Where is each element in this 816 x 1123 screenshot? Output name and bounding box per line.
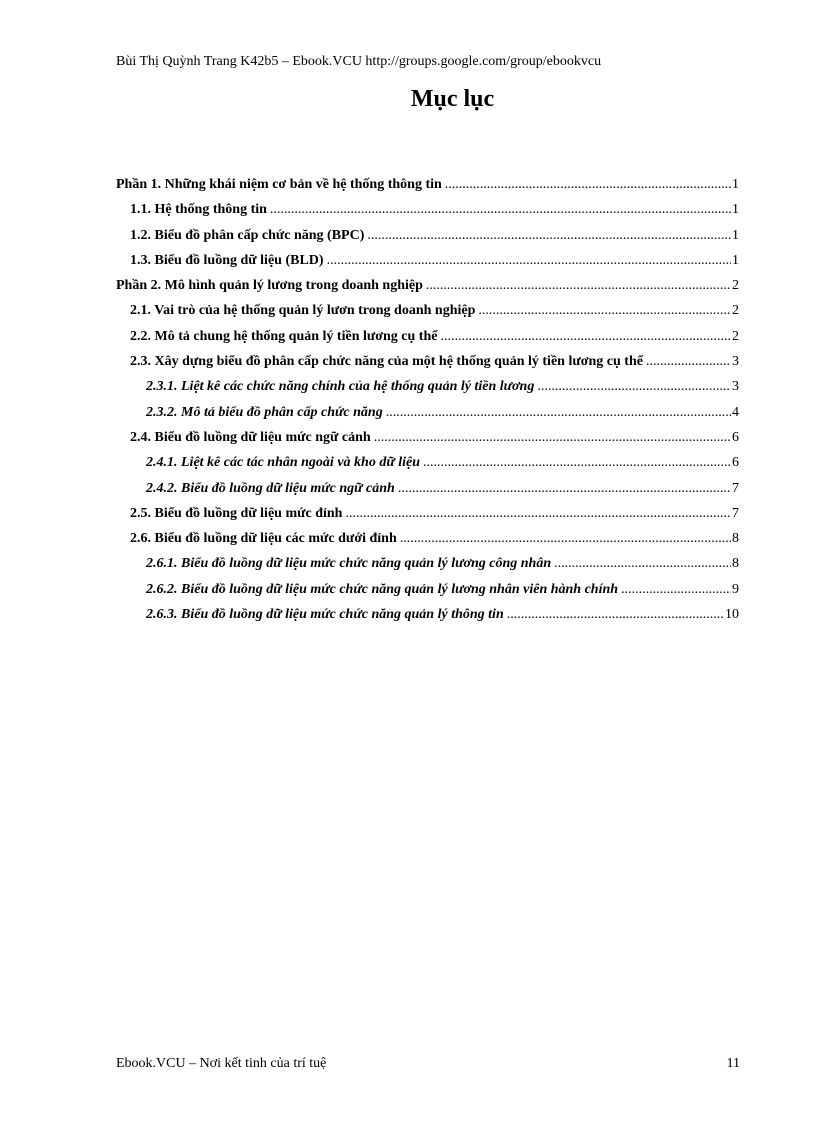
toc-leader-dots	[445, 177, 731, 193]
toc-entry[interactable]	[116, 379, 739, 404]
toc-leader-dots	[478, 303, 731, 319]
toc-entry-title: 2.1. Vai trò của hệ thống quản lý lươn trong doanh nghiệp	[130, 303, 476, 319]
toc-leader-dots	[440, 329, 731, 345]
toc-leader-dots	[367, 228, 731, 244]
toc-entry-page: 2	[732, 328, 739, 344]
table-of-contents	[116, 177, 739, 632]
toc-entry-page: 3	[732, 354, 739, 370]
page-header: Bùi Thị Quỳnh Trang K42b5 – Ebook.VCU http://groups.google.com/group/ebookvcu	[116, 54, 602, 69]
page-title: Mục lục	[410, 86, 495, 112]
toc-entry[interactable]	[116, 405, 739, 430]
toc-leader-dots	[327, 253, 731, 269]
toc-entry-page: 4	[732, 404, 739, 420]
toc-entry-title: Phần 1. Những khái niệm cơ bản về hệ thống thông tin	[116, 177, 442, 192]
toc-entry-title: 2.6. Biểu đồ luồng dữ liệu các mức dưới đỉnh	[130, 531, 397, 547]
toc-entry-page: 7	[732, 480, 739, 496]
toc-entry[interactable]	[116, 455, 739, 480]
toc-entry-page: 6	[732, 455, 739, 471]
toc-entry-title: 2.6.1. Biểu đồ luồng dữ liệu mức chức năng quản lý lương công nhân	[146, 556, 552, 572]
toc-leader-dots	[554, 556, 731, 572]
toc-entry-title: 1.3. Biểu đồ luồng dữ liệu (BLD)	[130, 252, 324, 268]
toc-leader-dots	[270, 202, 731, 218]
toc-leader-dots	[423, 455, 731, 471]
toc-entry-page: 7	[732, 505, 739, 521]
toc-entry[interactable]	[116, 556, 739, 581]
toc-entry-page: 10	[725, 607, 739, 623]
toc-leader-dots	[386, 405, 731, 421]
toc-entry[interactable]	[116, 278, 739, 303]
toc-entry-page: 2	[732, 303, 739, 319]
toc-entry-page: 8	[732, 556, 739, 572]
toc-entry-page: 2	[732, 278, 739, 294]
toc-leader-dots	[400, 531, 731, 547]
toc-leader-dots	[426, 278, 731, 294]
toc-entry-title: 2.4.2. Biểu đồ luồng dữ liệu mức ngữ cảnh	[146, 480, 395, 496]
toc-entry[interactable]	[116, 430, 739, 455]
toc-entry[interactable]	[116, 177, 739, 202]
toc-entry-title: 1.2. Biểu đồ phân cấp chức năng (BPC)	[130, 227, 365, 243]
toc-leader-dots	[398, 481, 731, 497]
toc-leader-dots	[507, 607, 724, 623]
toc-entry[interactable]	[116, 354, 739, 379]
toc-entry-title: 2.6.3. Biểu đồ luồng dữ liệu mức chức năng quản lý thông tin	[146, 607, 504, 623]
toc-entry[interactable]	[116, 228, 739, 253]
toc-entry[interactable]	[116, 582, 739, 607]
toc-leader-dots	[646, 354, 731, 370]
toc-entry-page: 1	[732, 227, 739, 243]
page-footer: Ebook.VCU – Nơi kết tinh của trí tuệ	[116, 1056, 327, 1071]
toc-entry[interactable]	[116, 506, 739, 531]
toc-entry-page: 1	[732, 252, 739, 268]
toc-entry-page: 1	[732, 202, 739, 218]
toc-entry-page: 8	[732, 531, 739, 547]
toc-entry-page: 9	[732, 581, 739, 597]
toc-entry-title: Phần 2. Mô hình quản lý lương trong doanh nghiệp	[116, 278, 423, 294]
toc-entry-page: 1	[732, 177, 739, 192]
toc-leader-dots	[374, 430, 731, 446]
toc-entry[interactable]	[116, 481, 739, 506]
toc-entry[interactable]	[116, 531, 739, 556]
toc-entry-title: 2.6.2. Biểu đồ luồng dữ liệu mức chức năng quản lý lương nhân viên hành chính	[146, 581, 619, 597]
toc-entry-title: 2.3. Xây dựng biểu đồ phân cấp chức năng của một hệ thống quản lý tiền lương cụ thể	[130, 354, 643, 370]
toc-entry-title: 2.4. Biểu đồ luồng dữ liệu mức ngữ cảnh	[130, 429, 371, 445]
toc-entry[interactable]	[116, 607, 739, 632]
toc-entry-title: 2.4.1. Liệt kê các tác nhân ngoài và kho dữ liệu	[146, 455, 420, 471]
toc-entry-title: 2.3.2. Mô tả biểu đồ phân cấp chức năng	[146, 404, 383, 420]
toc-entry[interactable]	[116, 329, 739, 354]
toc-entry-title: 2.5. Biểu đồ luồng dữ liệu mức đỉnh	[130, 505, 343, 521]
toc-entry[interactable]	[116, 253, 739, 278]
toc-entry[interactable]	[116, 202, 739, 227]
toc-entry-page: 3	[732, 379, 739, 395]
toc-leader-dots	[345, 506, 731, 522]
toc-entry[interactable]	[116, 303, 739, 328]
toc-entry-title: 2.3.1. Liệt kê các chức năng chính của hệ thống quản lý tiền lương	[146, 379, 535, 395]
page-number: 11	[726, 1056, 740, 1071]
toc-entry-title: 1.1. Hệ thống thông tin	[130, 202, 267, 218]
toc-leader-dots	[537, 379, 731, 395]
toc-entry-title: 2.2. Mô tả chung hệ thống quản lý tiền lương cụ thể	[130, 328, 438, 344]
toc-entry-page: 6	[732, 429, 739, 445]
toc-leader-dots	[621, 582, 731, 598]
